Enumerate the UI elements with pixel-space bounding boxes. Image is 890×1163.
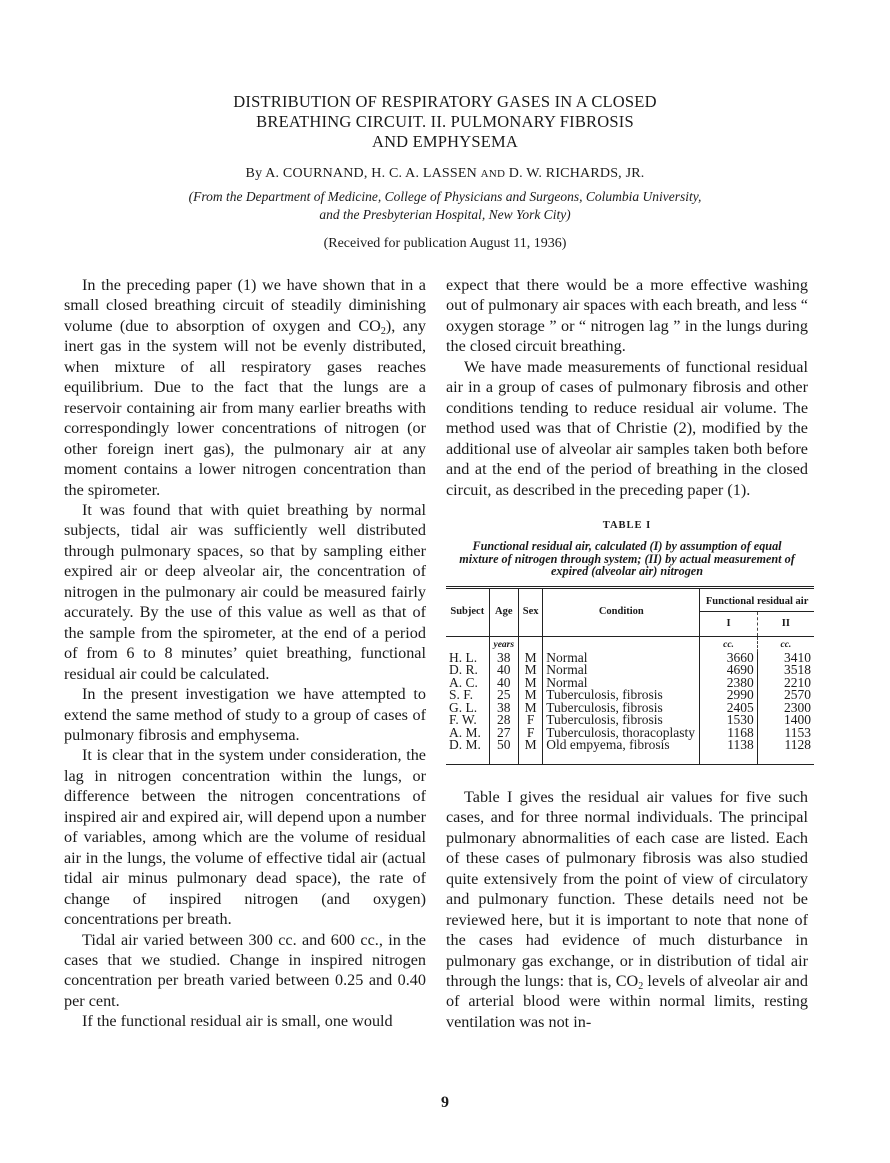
table-caption: Functional residual air, calculated (I) by assumption of equal mixture of nitrogen through system; (II) by actual measurement of expired (alveolar air) nitrogen	[459, 539, 795, 579]
page-number: 9	[441, 1094, 449, 1111]
paragraph: In the present investigation we have attempted to extend the same method of study to a group of cases of pulmonary fibrosis and emphysema.	[64, 685, 426, 744]
paragraph: If the functional residual air is small, one would	[82, 1012, 393, 1031]
table-row: H. L. 38 M Normal 3660 3410	[446, 652, 814, 665]
table-row: G. L. 38 M Tuberculosis, fibrosis 2405 2300	[446, 702, 814, 715]
header-subject: Subject	[446, 587, 489, 637]
table-1	[446, 516, 811, 765]
received-date: (Received for publication August 11, 1936)	[323, 236, 567, 251]
paragraph-continued: expect that there would be a more effective washing out of pulmonary air spaces with each breath, and less “ oxygen storage ” or “ nitrogen lag ” in the lungs during the closed circuit breathing.	[446, 276, 808, 356]
table-row: D. R. 40 M Normal 4690 3518	[446, 664, 814, 677]
table-row: A. C. 40 M Normal 2380 2210	[446, 677, 814, 690]
header-col-i: I	[700, 611, 758, 637]
units-row: years cc. cc.	[446, 637, 814, 652]
paragraph: In the preceding paper (1) we have shown that in a small closed breathing circuit of steadily diminishing volume (due to absorption of oxygen and $CO_2$), any inert gas in the system will not be evenly distributed, when mixture of all respiratory gases reaches equilibrium. Due to the fact that the lungs are a reservoir containing air from many earlier breaths with correspondingly lower concentrations of nitrogen (or other foreign inert gas), the pulmonary air at any moment contains a lower nitrogen concentration than the spirometer.	[64, 276, 427, 499]
paragraph: It was found that with quiet breathing by normal subjects, tidal air was sufficiently well distributed through pulmonary spaces, so that by sampling either expired air or deep alveolar air, the concentration of nitrogen in the pulmonary air could be measured fairly accurately. By the use of this value as well as that of the sample from the spirometer, at the end of a period of from 6 to 8 minutes’ quiet breathing, functional residual air could be calculated.	[64, 500, 426, 683]
header-sex: Sex	[519, 587, 543, 637]
paragraph: We have made measurements of functional residual air in a group of cases of pulmonary fibrosis and other conditions tending to reduce residual air volume. The method used was that of Christie (2), modified by the additional use of alveolar air samples taken both before and at the end of the period of breathing in the closed circuit, as described in the preceding paper (1).	[446, 357, 808, 499]
table-row: F. W. 28 F Tuberculosis, fibrosis 1530 1400	[446, 714, 814, 727]
article-header	[0, 92, 890, 252]
table-row: A. M. 27 F Tuberculosis, thoracoplasty 1168 1153	[446, 727, 814, 740]
by-label: By	[245, 166, 263, 181]
paragraph: Tidal air varied between 300 cc. and 600 cc., in the cases that we studied. Change in inspired nitrogen concentration per breath varied between 0.25 and 0.40 per cent.	[64, 930, 426, 1010]
header-condition: Condition	[543, 587, 700, 637]
table-row: S. F. 25 M Tuberculosis, fibrosis 2990 2570	[446, 689, 814, 702]
article-title: DISTRIBUTION OF RESPIRATORY GASES IN A CLOSED BREATHING CIRCUIT. II. PULMONARY FIBROSIS AND EMPHYSEMA	[233, 92, 657, 151]
author-line	[0, 166, 890, 182]
authors-last: D. W. RICHARDS, JR.	[508, 166, 645, 181]
right-column	[446, 275, 811, 1032]
residual-air-table	[446, 586, 814, 765]
authors-first: A. COURNAND, H. C. A. LASSEN	[265, 166, 477, 181]
table-number: TABLE I	[602, 519, 652, 531]
and-label: AND	[480, 168, 506, 180]
header-frc: Functional residual air	[700, 587, 814, 611]
header-col-ii: II	[757, 611, 814, 637]
table-row: D. M. 50 M Old empyema, fibrosis 1138 1128	[446, 739, 814, 764]
affiliation: (From the Department of Medicine, College of Physicians and Surgeons, Columbia University, and the Presbyterian Hospital, New York City)	[188, 189, 702, 222]
paragraph: It is clear that in the system under consideration, the lag in nitrogen concentration within the lungs, or difference between the nitrogen concentrations of inspired air and expired air, will depend upon a number of variables, among which are the volume of residual air in the lungs, the volume of effective tidal air (actual tidal air minus pulmonary dead space), the rate of change of inspired nitrogen (and oxygen) concentrations per breath.	[64, 746, 426, 929]
paragraph: Table I gives the residual air values for five such cases, and for three normal individuals. The principal pulmonary abnormalities of each case are listed. Each of these cases of pulmonary fibrosis was also studied quite extensively from the point of view of circulatory and pulmonary function. These details need not be reviewed here, but it is important to note that none of the cases had evidence of much disturbance in pulmonary gas exchange, or in distribution of tidal air through the lungs: that is, $CO_2$ levels of alveolar air and of arterial blood were within normal limits, resting ventilation was not in-	[446, 787, 808, 1031]
left-column	[64, 275, 426, 1032]
header-age: Age	[489, 587, 518, 637]
